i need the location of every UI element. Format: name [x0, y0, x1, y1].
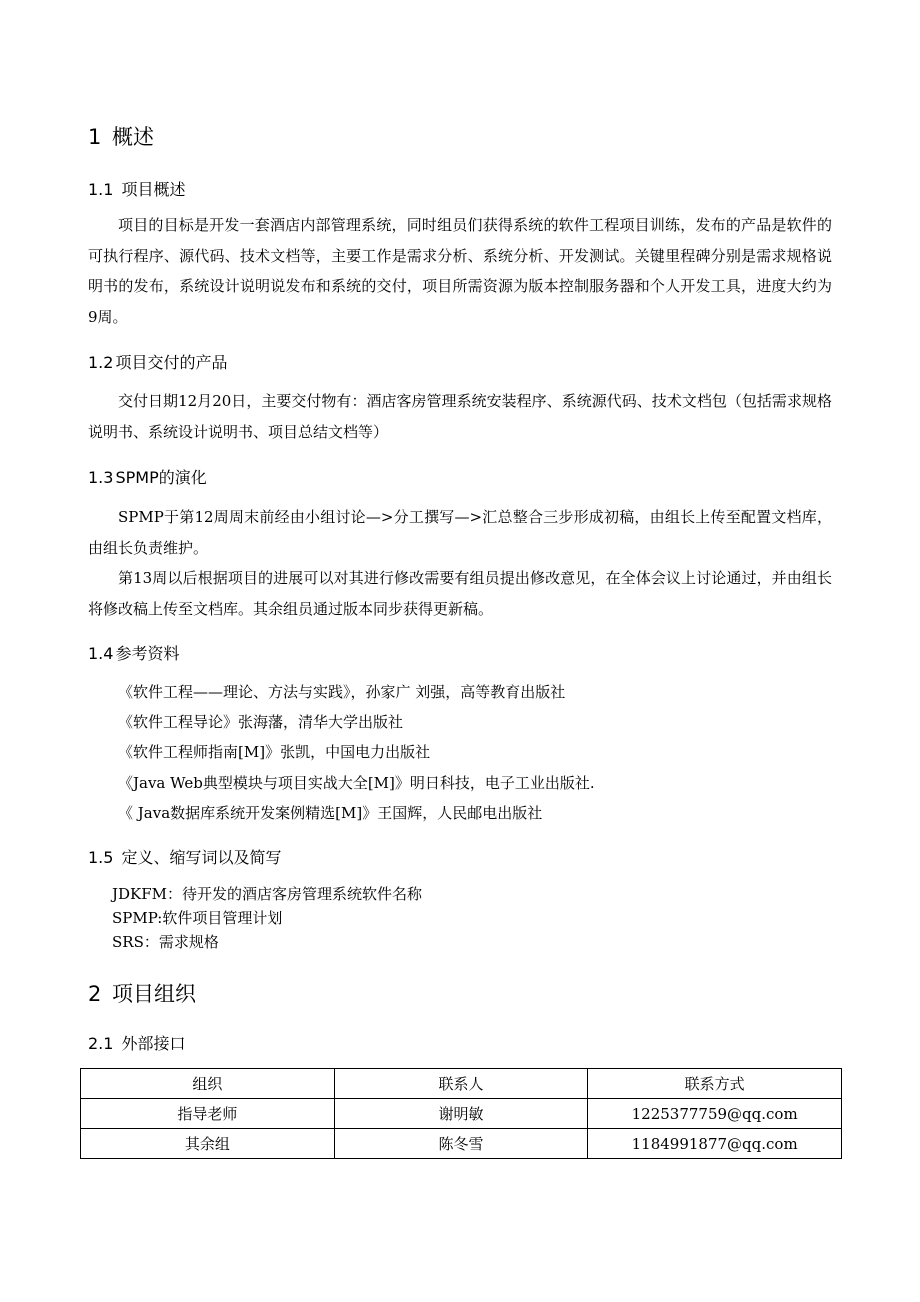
table-row [81, 1099, 842, 1129]
heading-number: 1.2 [88, 353, 114, 372]
heading-title: 外部接口 [121, 1034, 186, 1053]
reference-item: 《软件工程——理论、方法与实践》，孙家广 刘强，高等教育出版社 [118, 683, 566, 701]
heading-number: 2 [88, 982, 102, 1006]
external-interface-table [80, 1068, 842, 1159]
heading-number: 1.3 [88, 468, 114, 487]
heading-title: 项目交付的产品 [115, 353, 228, 372]
heading-number: 1.4 [88, 644, 114, 663]
heading-title: 项目概述 [121, 180, 186, 199]
definition-item: JDKFM：待开发的酒店客房管理系统软件名称 [112, 885, 423, 903]
table-cell: 其余组 [81, 1129, 335, 1159]
heading-1-2 [88, 350, 227, 373]
table-cell: 陈冬雪 [334, 1129, 588, 1159]
definition-item: SRS：需求规格 [112, 933, 219, 951]
table-cell: 1184991877@qq.com [588, 1129, 842, 1159]
heading-2-1 [88, 1031, 185, 1054]
heading-title: 项目组织 [112, 982, 196, 1006]
heading-title: SPMP的演化 [115, 468, 207, 487]
table-header-cell: 联系人 [334, 1069, 588, 1099]
heading-number: 1 [88, 125, 102, 149]
paragraph-deliverables: 交付日期12月20日，主要交付物有：酒店客房管理系统安装程序、系统源代码、技术文档包（包括需求规格说明书、系统设计说明书、项目总结文档等） [88, 392, 832, 441]
heading-title: 定义、缩写词以及简写 [121, 848, 282, 867]
table-cell: 1225377759@qq.com [588, 1099, 842, 1129]
heading-1-1 [88, 177, 185, 200]
table-cell: 指导老师 [81, 1099, 335, 1129]
paragraph-spmp-evolution-1: SPMP于第12周周末前经由小组讨论—>分工撰写—>汇总整合三步形成初稿，由组长上传至配置文档库，由组长负责维护。 [88, 508, 832, 557]
table-header-row [81, 1069, 842, 1099]
definition-item: SPMP:软件项目管理计划 [112, 909, 283, 927]
reference-item: 《Java Web典型模块与项目实战大全[M]》明日科技，电子工业出版社. [118, 774, 595, 792]
reference-item: 《软件工程师指南[M]》张凯，中国电力出版社 [118, 743, 431, 761]
paragraph-project-overview: 项目的目标是开发一套酒店内部管理系统，同时组员们获得系统的软件工程项目训练，发布的产品是软件的可执行程序、源代码、技术文档等，主要工作是需求分析、系统分析、开发测试。关键里程碑分别是需求规格说明书的发布，系统设计说明说发布和系统的交付，项目所需资源为版本控制服务器和个人开发工具，进度大约为9周。 [88, 216, 832, 326]
table-header-cell: 组织 [81, 1069, 335, 1099]
heading-number: 2.1 [88, 1034, 114, 1053]
heading-title: 概述 [112, 125, 154, 149]
heading-title: 参考资料 [115, 644, 180, 663]
table-row [81, 1129, 842, 1159]
paragraph-spmp-evolution-2: 第13周以后根据项目的进展可以对其进行修改需要有组员提出修改意见，在全体会议上讨论通过，并由组长将修改稿上传至文档库。其余组员通过版本同步获得更新稿。 [88, 569, 832, 618]
heading-1-4 [88, 641, 179, 664]
heading-number: 1.1 [88, 180, 114, 199]
table-header-cell: 联系方式 [588, 1069, 842, 1099]
table-cell: 谢明敏 [334, 1099, 588, 1129]
heading-number: 1.5 [88, 848, 114, 867]
reference-item: 《 Java数据库系统开发案例精选[M]》王国辉，人民邮电出版社 [118, 804, 543, 822]
heading-1 [88, 121, 154, 151]
heading-2 [88, 978, 196, 1008]
heading-1-3 [88, 465, 207, 488]
reference-item: 《软件工程导论》张海藩，清华大学出版社 [118, 713, 404, 731]
heading-1-5 [88, 845, 281, 868]
